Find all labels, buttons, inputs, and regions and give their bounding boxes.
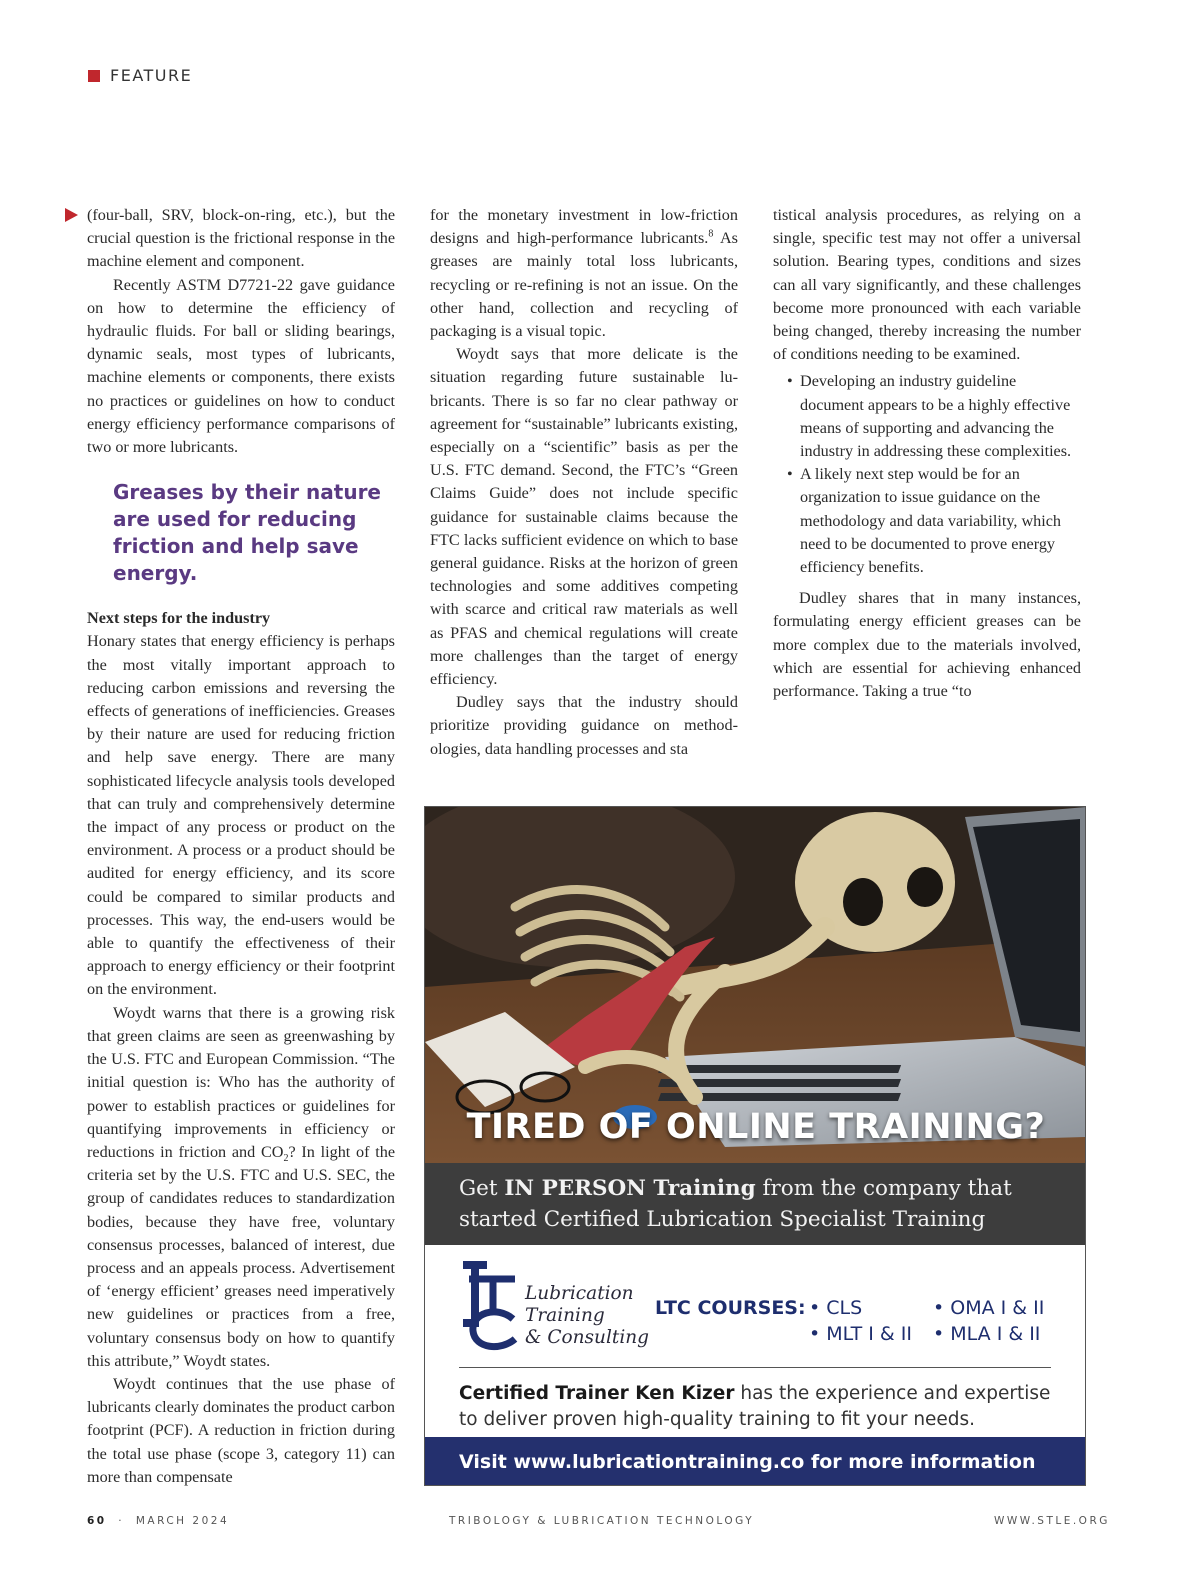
- subscript: 2: [283, 1153, 289, 1165]
- paragraph: [430, 204, 738, 343]
- text-run: has the experience and expertise to deliver proven high-quality training to fit your needs.: [459, 1383, 1051, 1430]
- logo-line: & Consulting: [525, 1327, 649, 1348]
- paragraph: Woydt continues that the use phase of lubricants clearly dominates the product carbon footprint (PCF). A reduction in friction during the total use phase (scope 3, category 11) can more than compensate: [87, 1374, 395, 1486]
- list-item: • A likely next step would be for an organization to issue guidance on the methodology and data variability, which need to be documented to prove energy efficiency benefits.: [787, 463, 1081, 579]
- text-run: Get: [459, 1176, 505, 1201]
- course-item: • MLA I & II: [933, 1323, 1041, 1345]
- course-item: • OMA I & II: [933, 1297, 1045, 1319]
- logo-line: Training: [525, 1305, 605, 1326]
- subhead: Next steps for the industry: [87, 609, 271, 628]
- bullet-list: [787, 370, 1081, 579]
- text-run: As greases are mainly total loss lubricants, recycling or re-refining is not an issue. On the other hand, collection and recycling of packaging is a visual topic.: [430, 229, 738, 341]
- section-label: FEATURE: [110, 66, 193, 85]
- paragraph: Honary states that energy efficiency is perhaps the most vitally important approach to reducing carbon emissions and reversing the effects of generations of inefficiencies. Greases by their nature are used for reducing friction and help save energy. There are many sophisticated lifecycle analysis tools developed that can truly and comprehensively determine the impact of any process or product on the environment. A process or a product should be audited for energy efficiency, and its score could be compared to similar products and processes. This way, the end-users would be able to quantify the effectiveness of their approach to energy efficiency or their footprint on the environment.: [87, 632, 395, 999]
- ltc-logo-icon: [457, 1261, 519, 1351]
- paragraph: Dudley says that the industry should prioritize providing guidance on methodologies, data handling processes and sta: [430, 693, 738, 758]
- ad-cta-link[interactable]: Visit www.lubricationtraining.co for more information: [425, 1437, 1086, 1486]
- page-number: 60: [87, 1515, 107, 1527]
- ltc-name: [525, 1283, 649, 1349]
- ad-photo-skeleton-laptop: [425, 807, 1086, 1163]
- section-marker: [88, 70, 100, 82]
- footnote-ref: 8: [708, 228, 714, 240]
- trainer-name: Certified Trainer Ken Kizer: [459, 1383, 735, 1404]
- paragraph: Recently ASTM D7721-22 gave guidance on how to determine the efficiency of hydraulic fluids. For ball or sliding bearings, dynamic seals, most types of lubricants, machine elements or components, there exists no practices or guidelines on how to conduct energy efficiency performance comparisons of two or more lubricants.: [87, 275, 395, 457]
- article-column-3: [773, 204, 1081, 703]
- section-header: [88, 66, 192, 85]
- paragraph: (four-ball, SRV, block-on-ring, etc.), but the crucial question is the frictional response in the machine element and component.: [87, 206, 395, 271]
- text-run: Woydt warns that there is a growing risk that green claims are seen as greenwashing by the U.S. FTC and European Commission. “The initial question is: Who has the authority of power to establish practices or guidelines for quantifying improvements in efficiency or reductions in friction and CO: [87, 1003, 395, 1161]
- text-run: from the company that: [755, 1176, 1012, 1201]
- publication-name: TRIBOLOGY & LUBRICATION TECHNOLOGY: [449, 1515, 755, 1527]
- ad-headline: TIRED OF ONLINE TRAINING?: [466, 1107, 1046, 1147]
- text-run: ? In light of the criteria set by the U.S. FTC and U.S. SEC, the group of candidates reduces to standardization bodies, because they have free, voluntary consensus processes, balanced of interest, due process and an appeals process. Advertisement of ‘energy efficient’ greases need imperatively new guidelines or practices from a free, voluntary consensus body on how to quantify this attribute,” Woydt states.: [87, 1142, 396, 1370]
- ad-divider: [459, 1367, 1051, 1368]
- list-item: • Developing an industry guideline document appears to be a highly effective means of supporting and advancing the industry in addressing these complexities.: [787, 370, 1081, 463]
- ad-tagline-band: [425, 1163, 1086, 1245]
- course-item: • MLT I & II: [809, 1323, 912, 1345]
- tagline-bold: IN PERSON Training: [504, 1176, 756, 1201]
- tagline-line-2: started Certified Lubrication Specialist Training: [459, 1207, 986, 1232]
- paragraph: Dudley shares that in many instances, formulating energy efficient greases can be more complex due to the materials involved, which are essential for achieving enhanced performance. Taking a true “to: [773, 589, 1081, 701]
- advertisement[interactable]: [424, 806, 1086, 1486]
- article-column-1: [87, 204, 395, 1489]
- paragraph: Woydt says that more delicate is the situation regarding future sustainable lubricants. There is so far no clear pathway or agreement for “sustainable” lubricants existing, especially on a “scientific” basis as per the U.S. FTC demand. Second, the FTC’s “Green Claims Guide” does not include specific guidance for sustainable claims because the FTC lacks sufficient evidence on which to base general guidance. Risks at the horizon of green technologies and some additives competing with scarce and critical raw materials as well as PFAS and chemical regulations will create more challenges than the target of energy efficiency.: [430, 345, 738, 689]
- issue-date: MARCH 2024: [135, 1515, 230, 1527]
- courses-label: LTC COURSES:: [655, 1297, 806, 1319]
- continued-arrow-icon: [65, 208, 78, 222]
- paragraph: [87, 1002, 395, 1373]
- site-url[interactable]: WWW.STLE.ORG: [994, 1515, 1110, 1527]
- text-run: for the monetary investment in low-friction designs and high-performance lubricants.: [430, 206, 738, 248]
- paragraph: tistical analysis procedures, as relying on a single, specific test may not offer a universal solution. Bearing types, conditions and sizes can all vary significantly, and these challenges become more pronounced with each variable being changed, thereby increasing the number of conditions needing to be examined.: [773, 206, 1081, 364]
- ad-info-area: [425, 1245, 1086, 1437]
- course-item: • CLS: [809, 1297, 863, 1319]
- pull-quote: Greases by their nature are used for reducing friction and help save energy.: [113, 480, 381, 586]
- article-column-2: [430, 204, 738, 761]
- ad-trainer-text: [459, 1381, 1059, 1433]
- tagline-line-1: [459, 1173, 1086, 1204]
- logo-line: Lubrication: [525, 1283, 634, 1304]
- footer-left: 60 · MARCH 2024: [87, 1515, 230, 1527]
